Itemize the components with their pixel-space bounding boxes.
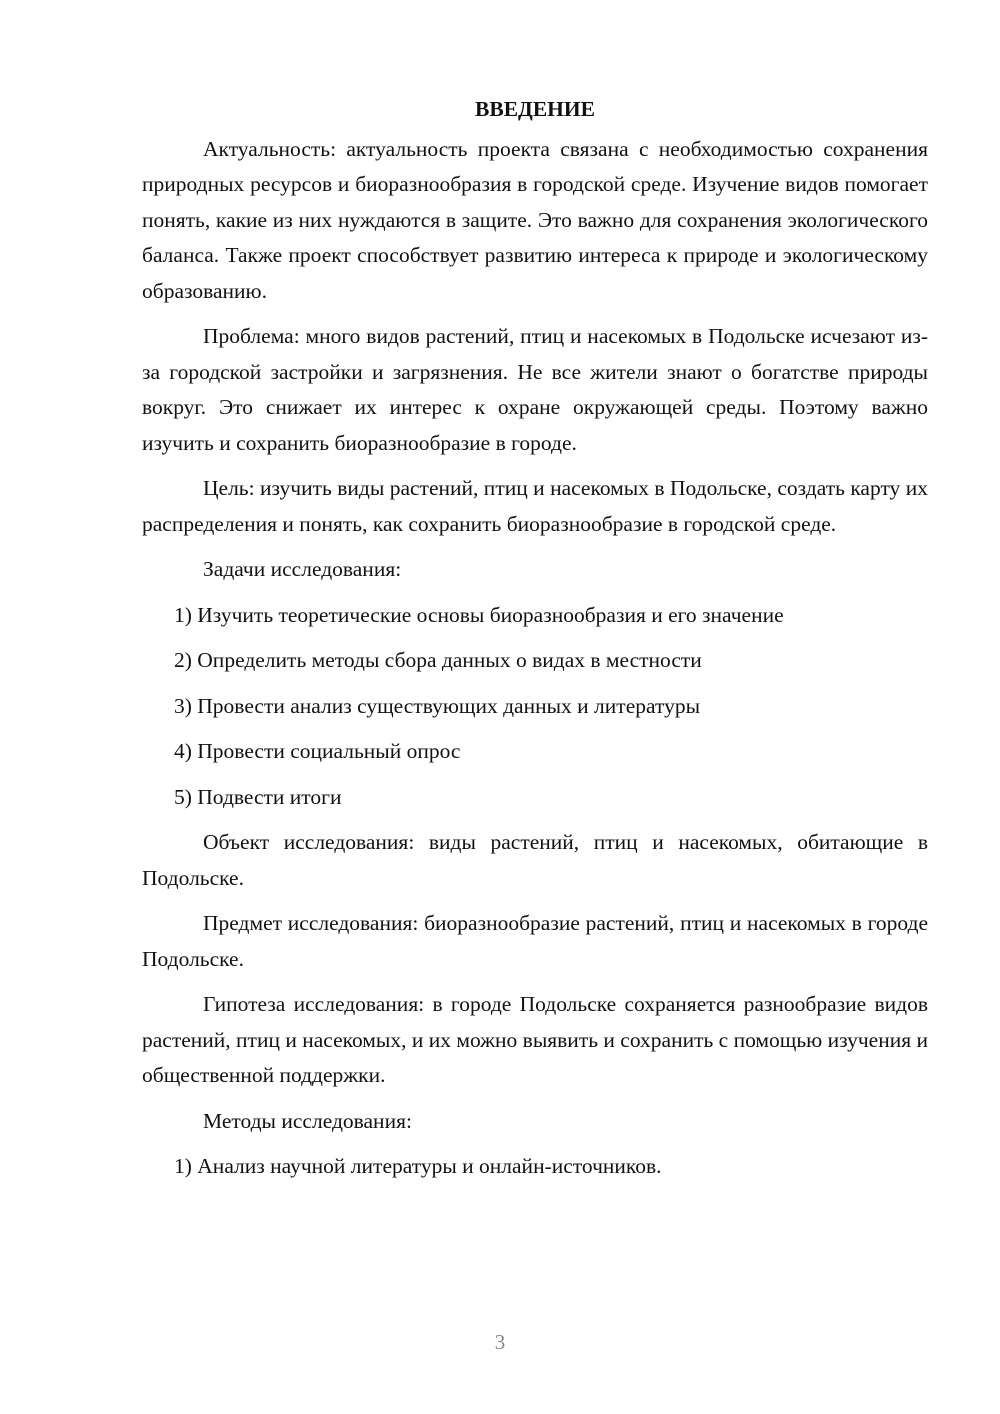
problem-paragraph: Проблема: много видов растений, птиц и насекомых в Подольске исчезают из-за городской застройки и загрязнения. Не все жители знают о богатстве природы вокруг. Это снижает их интерес к охране окружающей среды. Поэтому важно изучить и сохранить биоразнообразие в городе. [142, 324, 928, 455]
methods-heading: Методы исследования: [203, 1108, 412, 1133]
method-item: 1) Анализ научной литературы и онлайн-источников. [174, 1154, 662, 1178]
task-item: 1) Изучить теоретические основы биоразнообразия и его значение [174, 602, 784, 627]
subject-paragraph: Предмет исследования: биоразнообразие растений, птиц и насекомых в городе Подольске. [142, 911, 928, 971]
hypothesis-paragraph: Гипотеза исследования: в городе Подольске сохраняется разнообразие видов растений, птиц и насекомых, и их можно выявить и сохранить с помощью изучения и общественной поддержки. [142, 992, 929, 1087]
object-paragraph: Объект исследования: виды растений, птиц и насекомых, обитающие в Подольске. [142, 830, 928, 890]
relevance-paragraph: Актуальность: актуальность проекта связана с необходимостью сохранения природных ресурсов и биоразнообразия в городской среде. Изучение видов помогает понять, какие из них нуждаются в защите. Это важно для сохранения экологического баланса. Также проект способствует развитию интереса к природе и экологическому образованию. [142, 136, 928, 303]
page-number: 3 [494, 1330, 506, 1354]
tasks-heading: Задачи исследования: [203, 557, 402, 581]
task-item: 4) Провести социальный опрос [174, 739, 461, 763]
page-content [142, 92, 928, 1195]
tasks-list [142, 598, 928, 816]
task-item: 2) Определить методы сбора данных о видах в местности [174, 648, 702, 672]
task-item: 3) Провести анализ существующих данных и литературы [174, 693, 701, 718]
goal-paragraph: Цель: изучить виды растений, птиц и насекомых в Подольске, создать карту их распределения и понять, как сохранить биоразнообразие в городской среде. [142, 476, 928, 536]
methods-list [142, 1149, 928, 1185]
task-item: 5) Подвести итоги [174, 784, 342, 809]
section-title: ВВЕДЕНИЕ [475, 97, 595, 121]
